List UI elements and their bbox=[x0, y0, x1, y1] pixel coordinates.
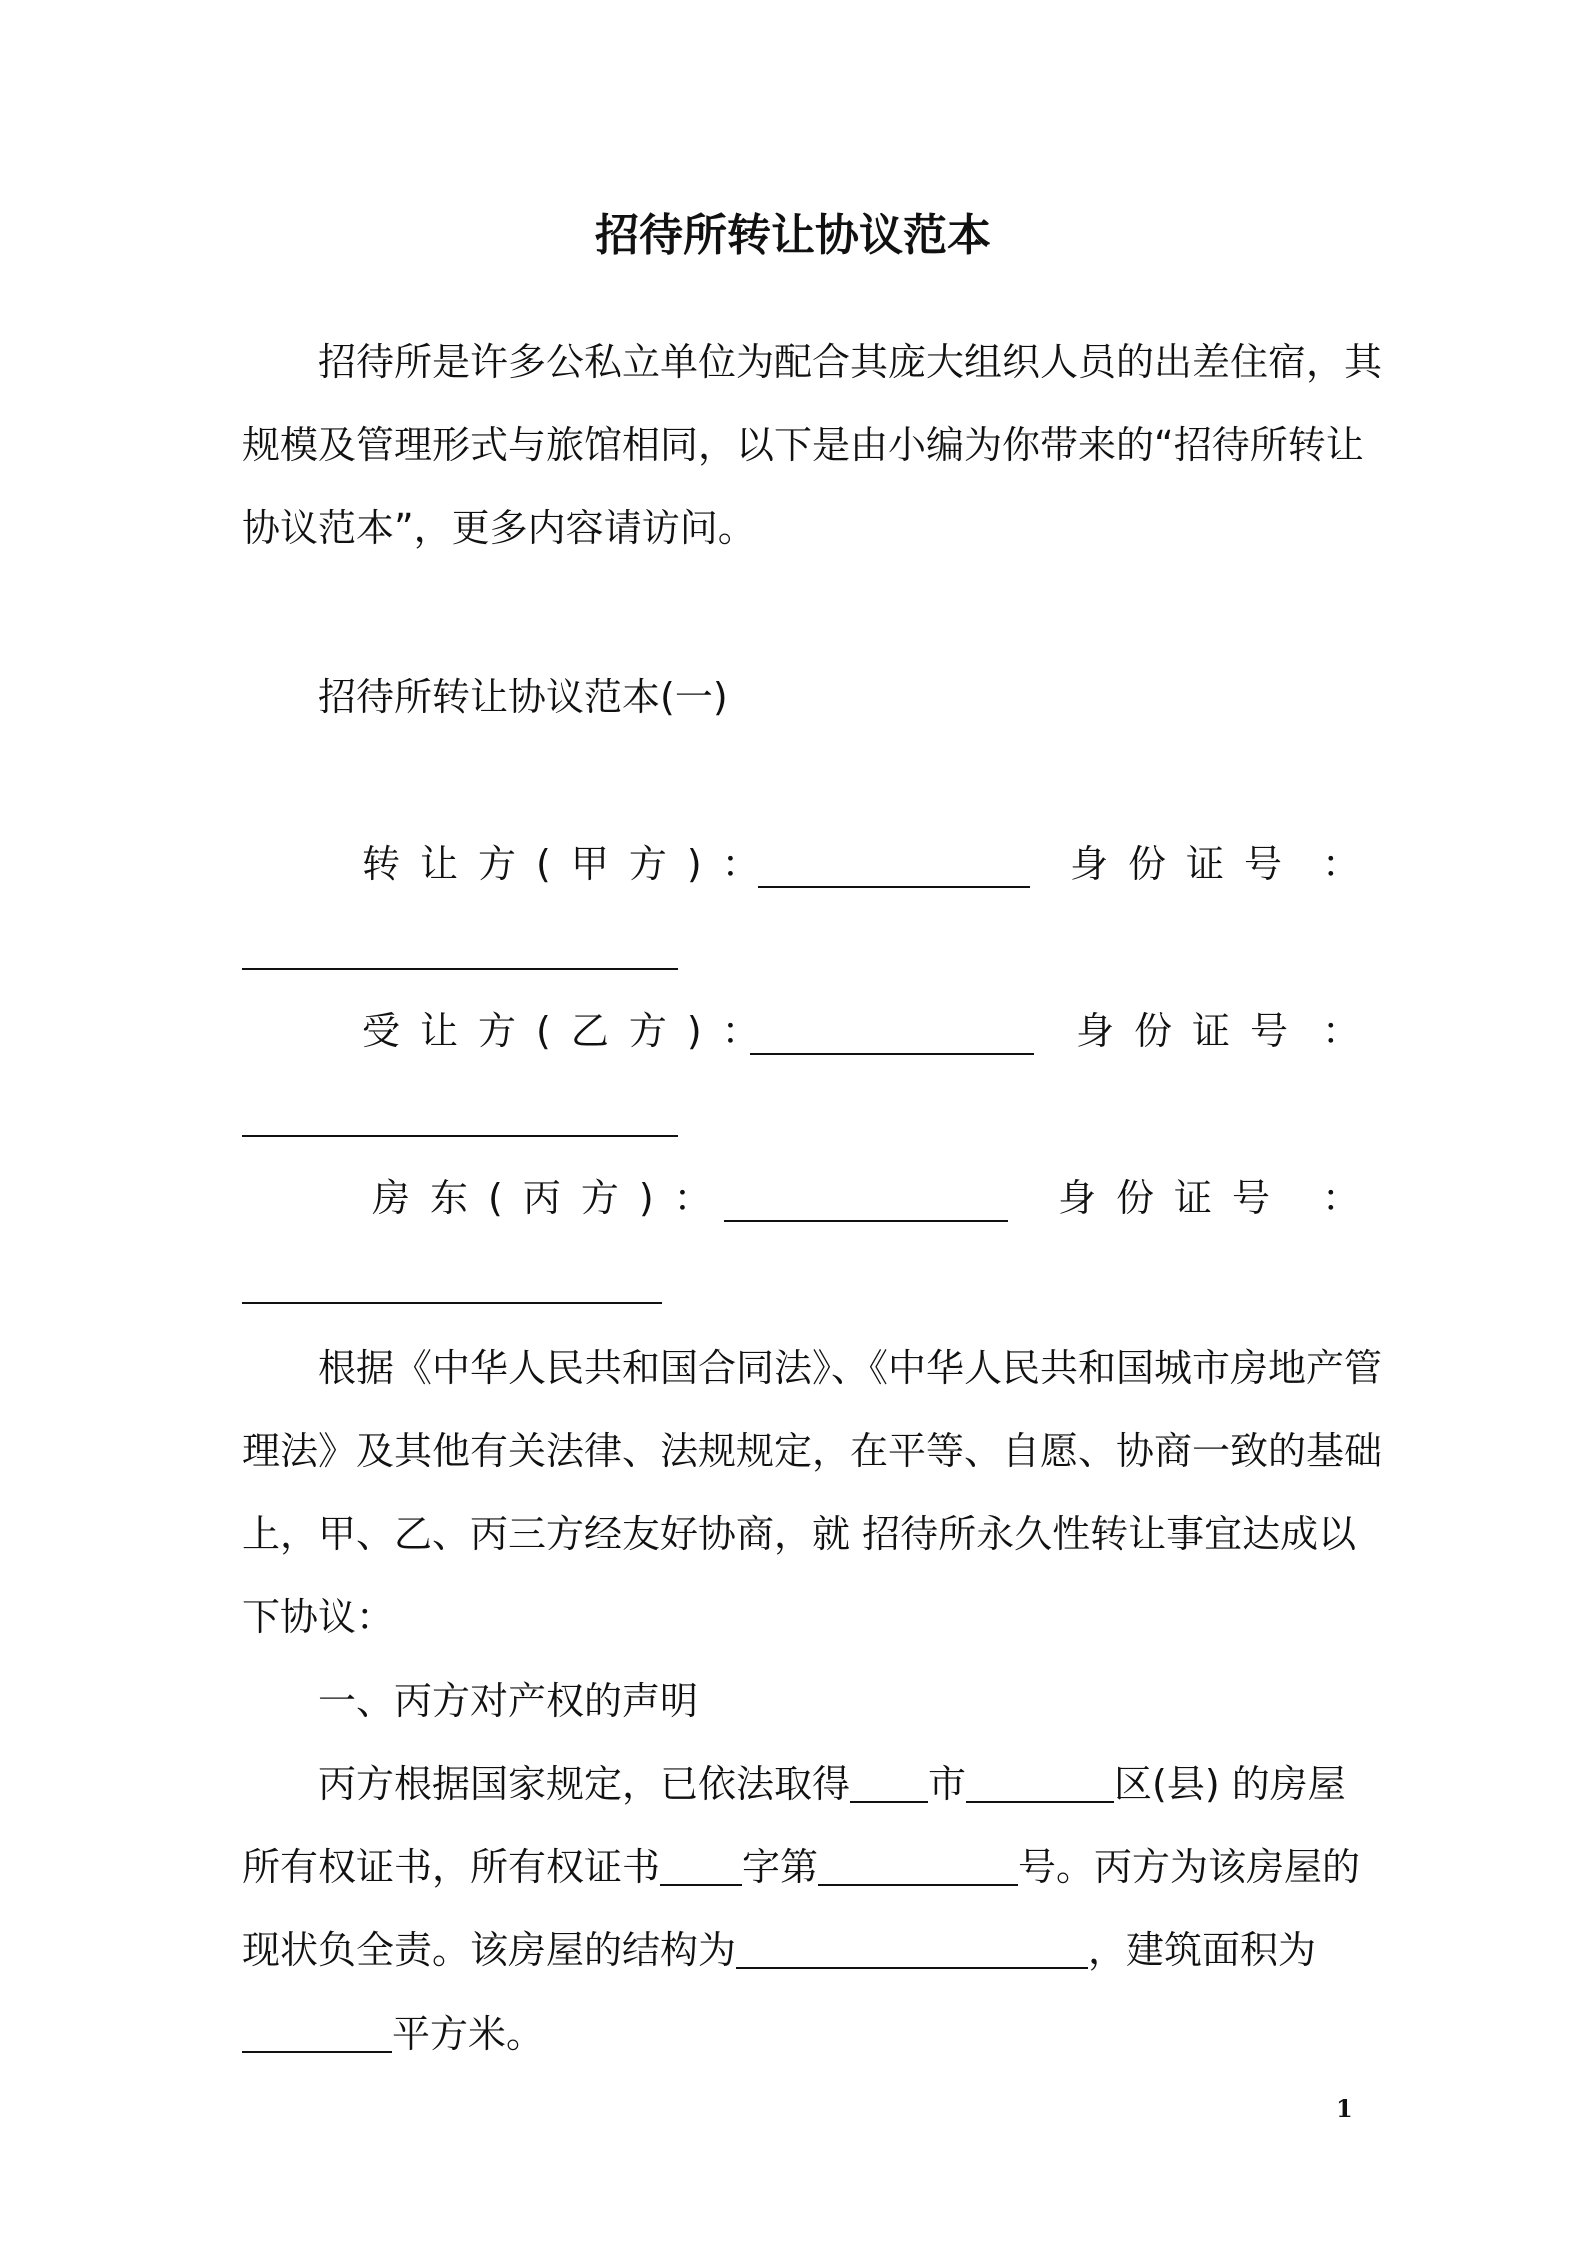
article-1-text: 平方米。 bbox=[392, 2012, 545, 2056]
article-1-line-3 bbox=[242, 1924, 1316, 1976]
article-1-text: 所有权证书，所有权证书 bbox=[242, 1845, 661, 1889]
party-c-id-label: 身份证号 bbox=[1058, 1176, 1291, 1220]
article-1-text: 号。丙方为该房屋的 bbox=[1018, 1845, 1361, 1889]
party-a-id-label: 身份证号 bbox=[1070, 842, 1303, 886]
cert-prefix-blank bbox=[660, 1848, 742, 1886]
intro-line-1: 招待所是许多公私立单位为配合其庞大组织人员的出差住宿，其 bbox=[318, 340, 1383, 384]
article-1-text: 市 bbox=[928, 1762, 967, 1806]
party-c-name-blank bbox=[724, 1218, 1008, 1222]
article-1-heading: 一、丙方对产权的声明 bbox=[318, 1679, 699, 1723]
intro-line-3: 协议范本”，更多内容请访问。 bbox=[242, 506, 756, 550]
party-a-id-colon: ： bbox=[1322, 842, 1361, 886]
party-b-id-colon: ： bbox=[1322, 1009, 1361, 1053]
party-a-label: 转让方(甲方)： bbox=[362, 842, 780, 886]
page-number: 1 bbox=[1336, 2094, 1353, 2123]
structure-blank bbox=[736, 1931, 1088, 1969]
party-c-id-colon: ： bbox=[1322, 1176, 1361, 1220]
party-b-id-blank bbox=[242, 1133, 678, 1137]
article-1-text: ，建筑面积为 bbox=[1088, 1928, 1317, 1972]
city-blank bbox=[850, 1765, 928, 1803]
article-1-text: 现状负全责。该房屋的结构为 bbox=[242, 1928, 737, 1972]
article-1-text: 字第 bbox=[742, 1845, 819, 1889]
section-heading: 招待所转让协议范本(一) bbox=[318, 675, 728, 719]
intro-line-2: 规模及管理形式与旅馆相同，以下是由小编为你带来的“招待所转让 bbox=[242, 423, 1364, 467]
basis-line-4: 下协议： bbox=[242, 1595, 395, 1639]
article-1-line-1 bbox=[318, 1758, 1346, 1810]
party-c-id-blank bbox=[242, 1300, 662, 1304]
document-title: 招待所转让协议范本 bbox=[595, 210, 991, 261]
area-blank bbox=[242, 2015, 392, 2053]
cert-number-blank bbox=[818, 1848, 1018, 1886]
party-a-id-blank bbox=[242, 966, 678, 970]
party-a-name-blank bbox=[758, 884, 1030, 888]
basis-line-3: 上，甲、乙、丙三方经友好协商，就 招待所永久性转让事宜达成以 bbox=[242, 1512, 1357, 1556]
party-c-label: 房东(丙方)： bbox=[372, 1176, 732, 1220]
article-1-line-2 bbox=[242, 1841, 1360, 1893]
party-b-label: 受让方(乙方)： bbox=[362, 1009, 780, 1053]
party-b-id-label: 身份证号 bbox=[1076, 1009, 1309, 1053]
article-1-text: 丙方根据国家规定，已依法取得 bbox=[318, 1762, 851, 1806]
basis-line-1: 根据《中华人民共和国合同法》、《中华人民共和国城市房地产管 bbox=[318, 1346, 1383, 1390]
basis-line-2: 理法》及其他有关法律、法规规定，在平等、自愿、协商一致的基础 bbox=[242, 1429, 1383, 1473]
district-blank bbox=[966, 1765, 1114, 1803]
article-1-text: 区(县) 的房屋 bbox=[1114, 1762, 1346, 1806]
party-b-name-blank bbox=[750, 1051, 1034, 1055]
article-1-line-4 bbox=[242, 2008, 544, 2060]
